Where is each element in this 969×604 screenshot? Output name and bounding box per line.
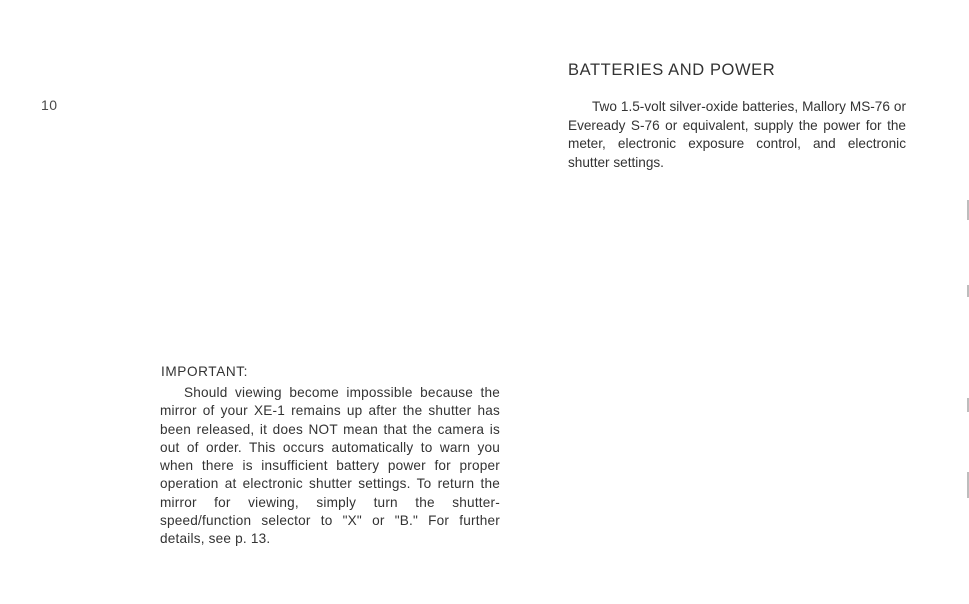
page-number: 10 <box>41 97 58 113</box>
batteries-body: Two 1.5-volt silver-oxide batteries, Mallory MS-76 or Eveready S-76 or equivalent, supply the power for the meter, electronic exposure control, and electronic shutter settings. <box>568 99 906 170</box>
important-body: Should viewing become impossible because the mirror of your XE-1 remains up after the shutter has been released, it does NOT mean that the camera is out of order. This occurs automatically to warn you when there is insufficient battery power for proper operation at electronic shutter settings. To return the mirror for viewing, simply turn the shutter-speed/function selector to "X" or "B." For further details, see p. 13. <box>160 385 500 547</box>
important-heading: IMPORTANT: <box>161 364 249 379</box>
batteries-heading: BATTERIES AND POWER <box>568 61 776 79</box>
